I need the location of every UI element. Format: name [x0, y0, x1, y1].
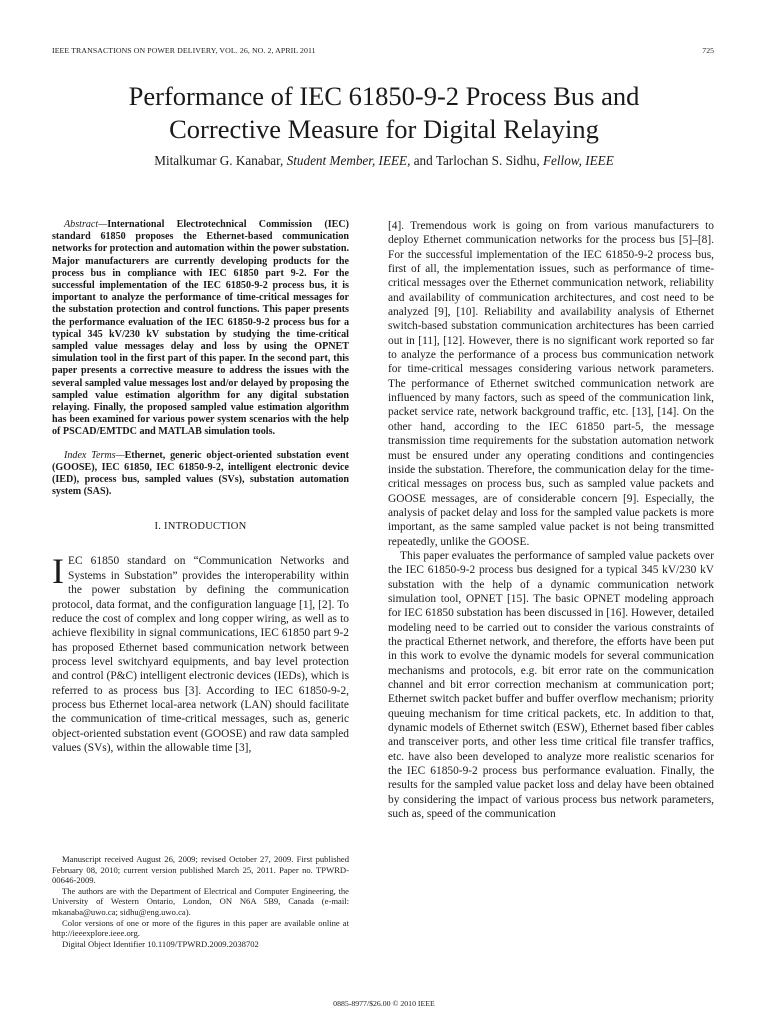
paper-title: [40, 80, 728, 146]
footnote: [52, 854, 349, 949]
right-column: [388, 219, 714, 821]
drop-cap: I: [52, 551, 64, 592]
right-paragraph-1: [4]. Tremendous work is going on from various manufacturers to deploy Ethernet communication networks for the process bus [5]–[8]. For the successful implementation of the IEC 61850-9-2 process bus, first of all, the implementation issues, such as performance of time-critical messages over the Ethernet communication network, reliability and availability of communication architectures, and cost need to be analyzed [9], [10]. Reliability and availability analysis of Ethernet switch-based substation communication architectures has been carried out in [11], [12]. However, there is no significant work reported so far to analyze the performance of a process bus communication network for time-critical messages considering various network parameters. The performance of Ethernet switched communication network are influenced by many factors, such as speed of the communication link, packet service rate, network background traffic, etc. [13], [14]. On the other hand, according to the IEC 61850 part-5, the message transmission time requirements for the substation automation network must be ensured under any operating conditions and contingencies inside the substation. Therefore, the communication delay for the time-critical messages on process bus, such as sampled value packets and GOOSE messages, are of considerable concern [9]. Especially, the analysis of packet delay and loss for the sampled value packets is more important, as the same sampled value packet is not being transmitted repeatedly, unlike the GOOSE.: [388, 220, 714, 548]
title-line-2: Corrective Measure for Digital Relaying: [169, 114, 599, 144]
author-1-role: Student Member, IEEE,: [286, 153, 411, 168]
abstract: [52, 219, 349, 439]
footnote-color: Color versions of one or more of the figures in this paper are available online at http://ieeexplore.ieee.org.: [52, 917, 349, 939]
author-and: and: [413, 153, 433, 168]
section-number: I.: [154, 521, 162, 533]
title-line-1: Performance of IEC 61850-9-2 Process Bus and: [128, 81, 640, 111]
index-terms-text: Ethernet, generic object-oriented substation event (GOOSE), IEC 61850, IEC 61850-9-2, intelligent electronic device (IED), process bus, sampled values (SVs), substation automation system (SAS).: [52, 449, 349, 498]
section-name-first: I: [163, 521, 168, 533]
right-paragraph-2: This paper evaluates the performance of sampled value packets over the IEC 61850-9-2 process bus designed for a typical 345 kV/230 kV substation with the help of a dynamic communication network simulation tool, OPNET [15]. The basic OPNET modeling approach for IEC 61850 substation has been discussed in [16]. However, detailed modeling need to be carried out to consider the various constraints of the practical Ethernet network, and therefore, the efforts have been put in this work to evolve the dynamic models for several communication mechanisms and protocols, e.g. bit error rate on the communication channel and bit error correction mechanism at communication port; Ethernet switch packet buffer and buffer overflow mechanism; priority queuing mechanism for time critical packets, etc. In addition to that, dynamic models of Ethernet switch (ESW), Ethernet based fiber cables and transceiver ports, and other less time critical file transfer traffics, etc. have also been developed to analyze more realistic scenarios for the IEC 61850-9-2 process bus performance evaluation. Finally, the results for the sampled value packet loss and delay have been obtained by considering the impact of various process bus network parameters, such as, speed of the communication: [388, 549, 715, 821]
copyright-footer: 0885-8977/$26.00 © 2010 IEEE: [333, 999, 435, 1008]
section-name-rest: NTRODUCTION: [167, 521, 247, 533]
abstract-text: International Electrotechnical Commission (IEC) standard 61850 proposes the Ethernet-based communication networks for protection and automation within the power substation. Major manufacturers are currently developing products for the process bus in compliance with IEC 61850 part 9-2. For the successful implementation of the IEC 61850-9-2 process bus, it is important to analyze the performance of time-critical messages for the substation protection and control functions. This paper presents the performance evaluation of the IEC 61850-9-2 process bus for a typical 345 kV/230 kV substation by studying the time-critical sampled value messages delay and loss by using the OPNET simulation tool in the first part of this paper. In the second part, this paper presents a corrective measure to address the issues with the several sampled value messages lost and/or delayed by proposing the sampled value estimation algorithm for any digital substation relaying. Finally, the proposed sampled value estimation algorithm has been examined for various power system scenarios with the help of PSCAD/EMTDC and MATLAB simulation tools.: [52, 219, 349, 438]
journal-header: IEEE TRANSACTIONS ON POWER DELIVERY, VOL. 26, NO. 2, APRIL 2011: [52, 46, 316, 55]
footnote-doi: Digital Object Identifier 10.1109/TPWRD.2009.2038702: [62, 938, 259, 949]
author-2-role: Fellow, IEEE: [542, 153, 614, 168]
footnote-manuscript: Manuscript received August 26, 2009; revised October 27, 2009. First published February 08, 2010; current version published March 25, 2011. Paper no. TPWRD-00646-2009.: [52, 854, 349, 886]
index-terms-lead: Index Terms—: [64, 449, 125, 461]
footnote-affiliation: The authors are with the Department of Electrical and Computer Engineering, the University of Western Ontario, London, ON N6A 5B9, Canada (e-mail: mkanaba@uwo.ca; sidhu@eng.uwo.ca).: [52, 885, 349, 917]
abstract-lead: Abstract—: [64, 219, 108, 230]
author-line: [40, 153, 728, 169]
intro-text: EC 61850 standard on “Communication Networks and Systems in Substation” provides the interoperability within the power substation by defining the communication protocol, data format, and the configuration language [1], [2]. To reduce the cost of complex and long copper wiring, as well as to achieve flexibility in signal communications, IEC 61850 part 9-2 has proposed Ethernet based communication network between process level switchyard equipments, and bay level protection and control (P&C) intelligent electronic devices (IEDs), which is referred to as process bus [3]. According to IEC 61850-9-2, process bus Ethernet local-area network (LAN) should facilitate the communication of time-critical messages, such as, generic object-oriented substation event (GOOSE) and raw data sampled values (SVs), within the allowable time [3],: [52, 555, 349, 754]
author-2: Tarlochan S. Sidhu,: [435, 153, 540, 168]
section-heading: [52, 521, 349, 532]
left-column: [52, 219, 349, 755]
author-1: Mitalkumar G. Kanabar,: [154, 153, 284, 168]
index-terms: [52, 450, 349, 499]
intro-paragraph: [52, 551, 349, 755]
page-number: 725: [702, 46, 714, 55]
